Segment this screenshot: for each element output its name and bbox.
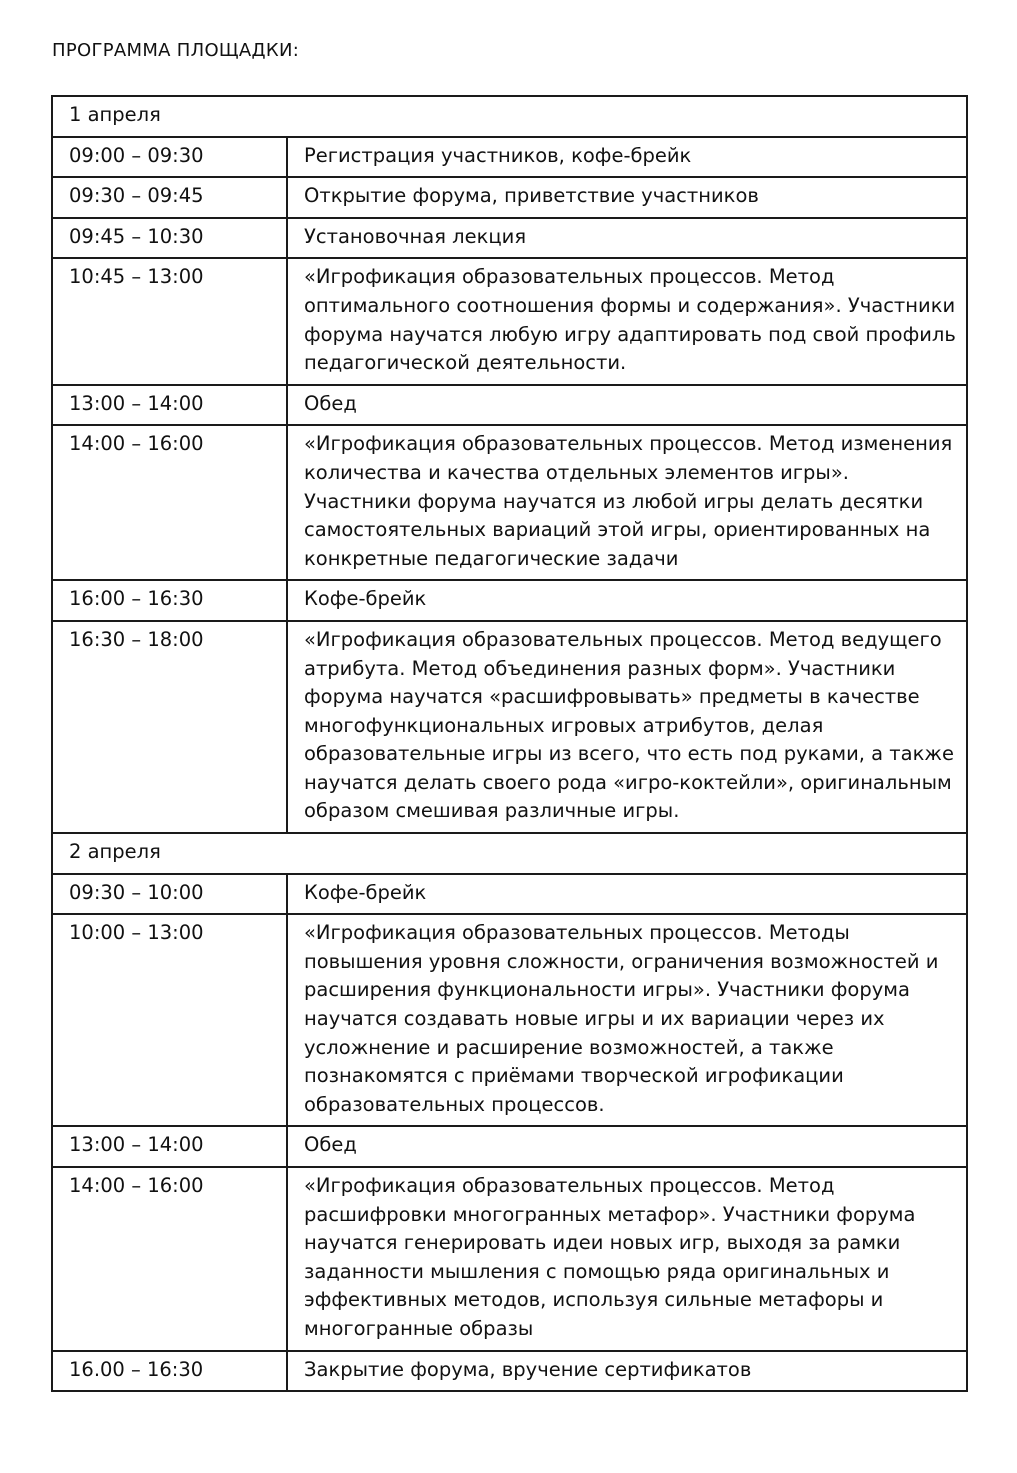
day-header-row xyxy=(52,833,967,874)
time-cell: 10:45 – 13:00 xyxy=(52,258,287,384)
table-row xyxy=(52,580,967,621)
time-cell: 13:00 – 14:00 xyxy=(52,385,287,426)
day-label: 1 апреля xyxy=(52,96,967,137)
time-cell: 09:00 – 09:30 xyxy=(52,137,287,178)
time-cell: 09:30 – 10:00 xyxy=(52,874,287,915)
table-row xyxy=(52,137,967,178)
event-cell: Обед xyxy=(287,1126,967,1167)
event-cell: Регистрация участников, кофе-брейк xyxy=(287,137,967,178)
event-cell: Закрытие форума, вручение сертификатов xyxy=(287,1351,967,1392)
day-header-row xyxy=(52,96,967,137)
time-cell: 13:00 – 14:00 xyxy=(52,1126,287,1167)
schedule-table xyxy=(51,95,968,1392)
time-cell: 16.00 – 16:30 xyxy=(52,1351,287,1392)
table-row xyxy=(52,621,967,833)
day-label: 2 апреля xyxy=(52,833,967,874)
page-title: ПРОГРАММА ПЛОЩАДКИ: xyxy=(52,40,300,61)
event-cell: «Игрофикация образовательных процессов. Метод ведущего атрибута. Метод объединения разных форм». Участники форума научатся «расшифровывать» предметы в качестве многофункциональных игровых атрибутов, делая образовательные игры из всего, что есть под руками, а также научатся делать своего рода «игро-коктейли», оригинальным образом смешивая различные игры. xyxy=(287,621,967,833)
table-row xyxy=(52,425,967,580)
event-cell: Обед xyxy=(287,385,967,426)
table-row xyxy=(52,1351,967,1392)
time-cell: 09:45 – 10:30 xyxy=(52,218,287,259)
time-cell: 14:00 – 16:00 xyxy=(52,1167,287,1351)
time-cell: 16:30 – 18:00 xyxy=(52,621,287,833)
event-cell: Кофе-брейк xyxy=(287,874,967,915)
event-cell: Кофе-брейк xyxy=(287,580,967,621)
table-row xyxy=(52,258,967,384)
table-row xyxy=(52,914,967,1126)
time-cell: 10:00 – 13:00 xyxy=(52,914,287,1126)
event-cell: «Игрофикация образовательных процессов. Метод изменения количества и качества отдельных элементов игры». Участники форума научатся из любой игры делать десятки самостоятельных вариаций этой игры, ориентированных на конкретные педагогические задачи xyxy=(287,425,967,580)
event-cell: Установочная лекция xyxy=(287,218,967,259)
table-row xyxy=(52,218,967,259)
event-cell: «Игрофикация образовательных процессов. Методы повышения уровня сложности, ограничения возможностей и расширения функциональности игры». Участники форума научатся создавать новые игры и их вариации через их усложнение и расширение возможностей, а также познакомятся с приёмами творческой игрофикации образовательных процессов. xyxy=(287,914,967,1126)
table-row xyxy=(52,874,967,915)
time-cell: 09:30 – 09:45 xyxy=(52,177,287,218)
time-cell: 16:00 – 16:30 xyxy=(52,580,287,621)
event-cell: «Игрофикация образовательных процессов. Метод расшифровки многогранных метафор». Участники форума научатся генерировать идеи новых игр, выходя за рамки заданности мышления с помощью ряда оригинальных и эффективных методов, используя сильные метафоры и многогранные образы xyxy=(287,1167,967,1351)
table-row xyxy=(52,1126,967,1167)
table-row xyxy=(52,385,967,426)
event-cell: Открытие форума, приветствие участников xyxy=(287,177,967,218)
table-row xyxy=(52,177,967,218)
time-cell: 14:00 – 16:00 xyxy=(52,425,287,580)
table-row xyxy=(52,1167,967,1351)
event-cell: «Игрофикация образовательных процессов. Метод оптимального соотношения формы и содержания». Участники форума научатся любую игру адаптировать под свой профиль педагогической деятельности. xyxy=(287,258,967,384)
